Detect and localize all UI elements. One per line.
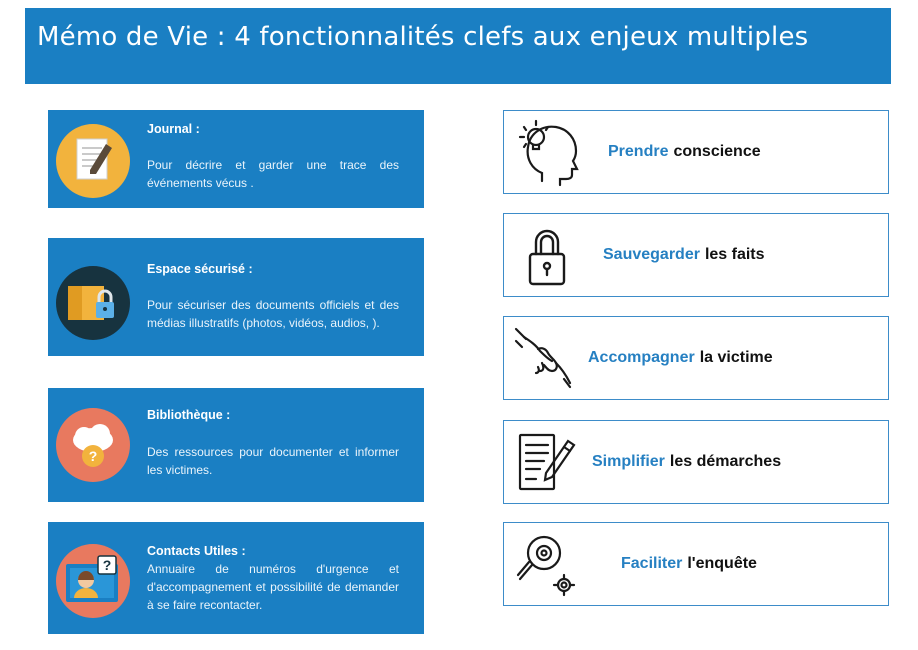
stake-label [621,523,757,605]
stake-box-simplify [503,420,889,504]
stake-rest: les démarches [669,453,782,470]
svg-text:?: ? [88,448,98,464]
stake-rest: la victime [699,349,773,366]
feature-description: Pour décrire et garder une trace des événements vécus . [147,158,399,190]
stake-label [603,214,765,296]
feature-title: Contacts Utiles : [147,544,246,558]
header-banner [25,8,891,84]
stake-box-save-facts [503,213,889,297]
page-title: Mémo de Vie : 4 fonctionnalités clefs aux enjeux multiples [37,22,809,52]
feature-card-library [48,388,424,502]
stake-highlight: Accompagner [588,349,695,366]
cloud-question-icon [56,408,130,482]
stake-box-awareness [503,110,889,194]
stake-highlight: Faciliter [621,555,683,572]
feature-card-contacts [48,522,424,634]
stake-highlight: Sauvegarder [603,246,700,263]
operator-question-icon [56,544,130,618]
feature-description: Des ressources pour documenter et informer les victimes. [147,445,399,477]
feature-description: Pour sécuriser des documents officiels et des médias illustratifs (photos, vidéos, audios, ). [147,298,399,330]
stake-highlight: Prendre [608,143,669,160]
stake-label [608,111,761,193]
document-pen-icon [512,427,580,497]
feature-description: Annuaire de numéros d'urgence et d'accompagnement et possibilité de demander à se faire recontacter. [147,562,399,612]
feature-title: Journal : [147,122,200,136]
notepad-pencil-icon [56,124,130,198]
handshake-icon [512,323,580,393]
stake-box-investigation [503,522,889,606]
feature-title: Bibliothèque : [147,408,231,422]
svg-text:?: ? [102,557,112,573]
stake-box-support-victim [503,316,889,400]
stake-rest: les faits [704,246,765,263]
feature-title: Espace sécurisé : [147,262,253,276]
padlock-icon [512,220,580,290]
magnifier-gears-icon [512,529,580,599]
stake-rest: conscience [673,143,761,160]
stake-rest: l'enquête [687,555,757,572]
feature-card-secure-space [48,238,424,356]
folder-lock-icon [56,266,130,340]
stake-label [588,317,773,399]
head-lightbulb-icon [512,117,580,187]
stake-highlight: Simplifier [592,453,665,470]
stake-label [592,421,781,503]
feature-card-journal [48,110,424,208]
